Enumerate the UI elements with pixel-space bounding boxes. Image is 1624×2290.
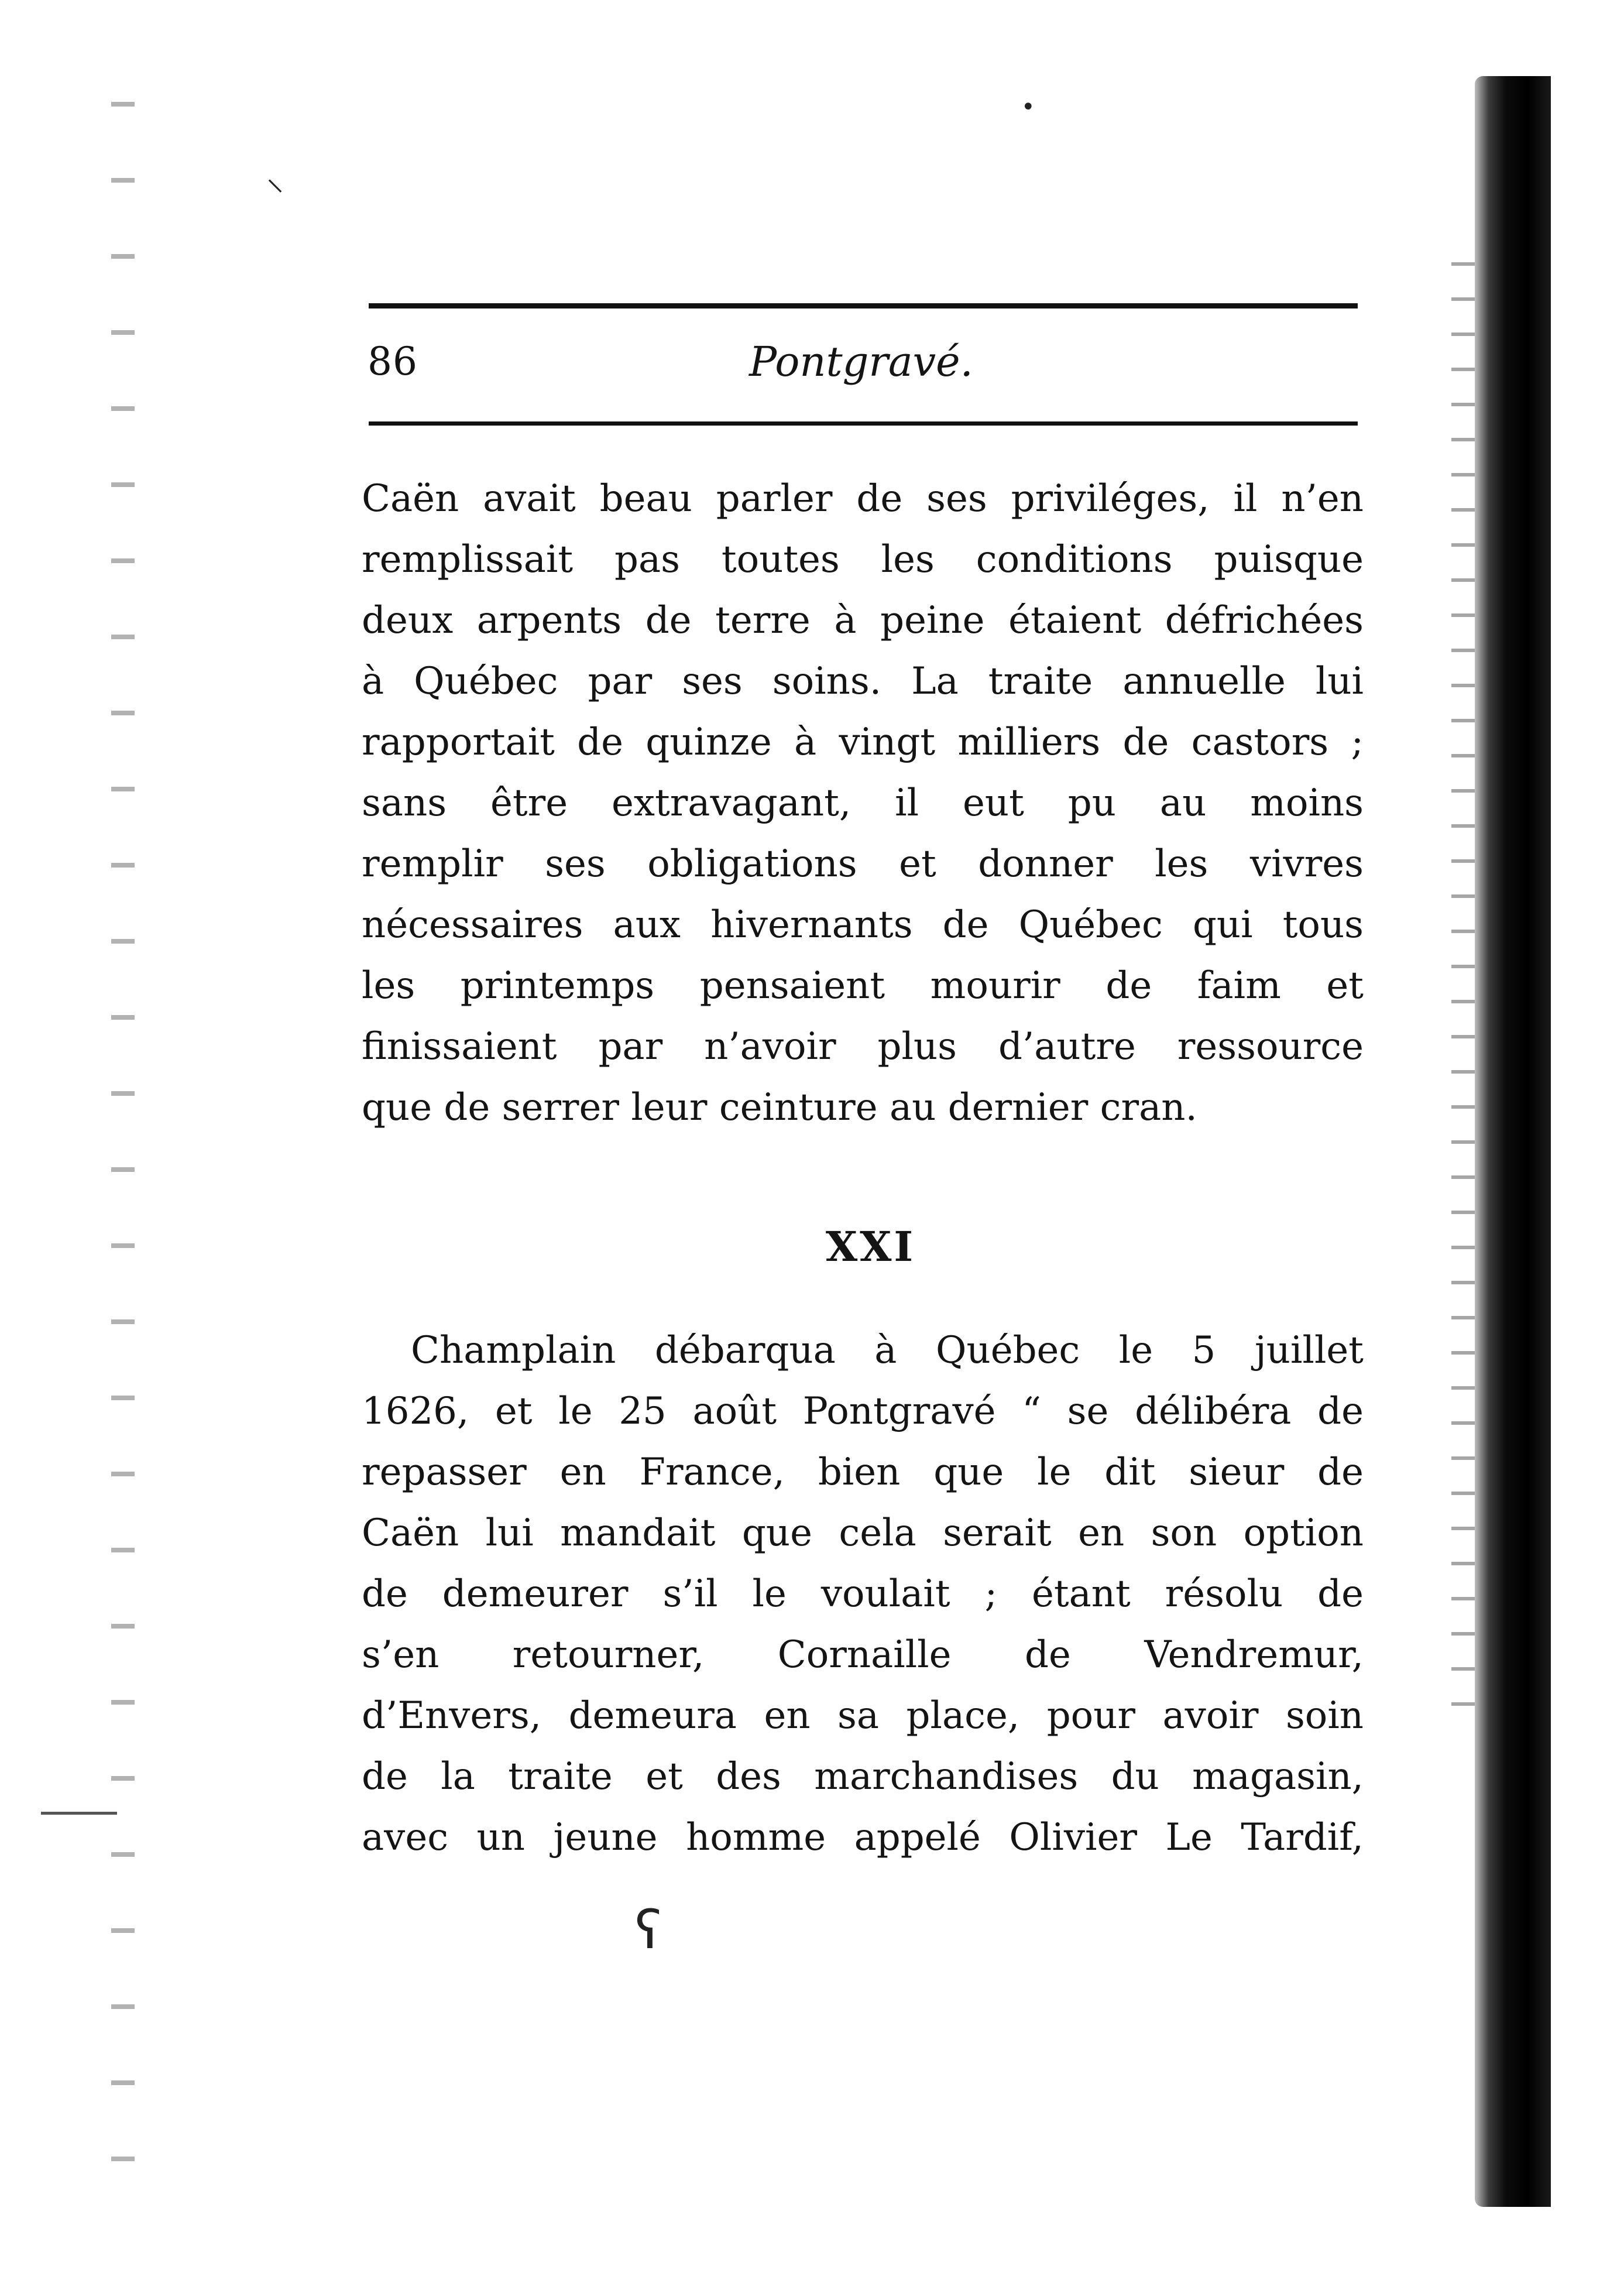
chapter-heading: XXI	[825, 1222, 916, 1271]
text-line: repasser en France, bien que le dit sieur de	[362, 1451, 1364, 1494]
text-line: Caën lui mandait que cela serait en son option	[362, 1511, 1364, 1555]
page-number: 86	[368, 339, 418, 384]
text-line: que de serrer leur ceinture au dernier cran.	[362, 1086, 1197, 1129]
text-line: d’Envers, demeura en sa place, pour avoir soin	[362, 1694, 1364, 1737]
text-line: Champlain débarqua à Québec le 5 juillet	[411, 1329, 1364, 1372]
text-line: 1626, et le 25 août Pontgravé “ se délibéra de	[362, 1390, 1364, 1433]
text-line: avec un jeune homme appelé Olivier Le Tardif,	[362, 1816, 1364, 1859]
margin-scan-noise	[111, 76, 135, 2207]
text-line: Caën avait beau parler de ses priviléges, il n’en	[362, 477, 1364, 520]
text-line: remplir ses obligations et donner les vivres	[362, 842, 1364, 886]
running-title: Pontgravé.	[749, 338, 973, 386]
text-line: nécessaires aux hivernants de Québec qui tous	[362, 903, 1364, 947]
header-rule-top	[369, 303, 1358, 308]
text-line: les printemps pensaient mourir de faim et	[362, 964, 1364, 1007]
scan-speck: ʕ	[635, 1900, 662, 1961]
text-line: finissaient par n’avoir plus d’autre ressource	[362, 1025, 1364, 1068]
text-line: à Québec par ses soins. La traite annuelle lui	[362, 660, 1364, 703]
margin-scan-mark	[41, 1812, 117, 1815]
text-line: de demeurer s’il le voulait ; étant résolu de	[362, 1572, 1364, 1616]
binding-shadow	[1475, 76, 1551, 2207]
text-line: remplissait pas toutes les conditions puisque	[362, 538, 1364, 581]
header-rule-bottom	[369, 421, 1358, 426]
text-line: deux arpents de terre à peine étaient défrichées	[362, 599, 1364, 642]
text-line: sans être extravagant, il eut pu au moins	[362, 781, 1364, 825]
scan-speck: ⸜	[266, 157, 284, 198]
text-line: s’en retourner, Cornaille de Vendremur,	[362, 1633, 1364, 1677]
text-line: rapportait de quinze à vingt milliers de castors ;	[362, 721, 1364, 764]
scan-speck: •	[1021, 94, 1035, 121]
text-line: de la traite et des marchandises du magasin,	[362, 1755, 1364, 1798]
paragraph-2	[362, 1320, 1364, 1868]
paragraph-1	[362, 468, 1364, 1138]
